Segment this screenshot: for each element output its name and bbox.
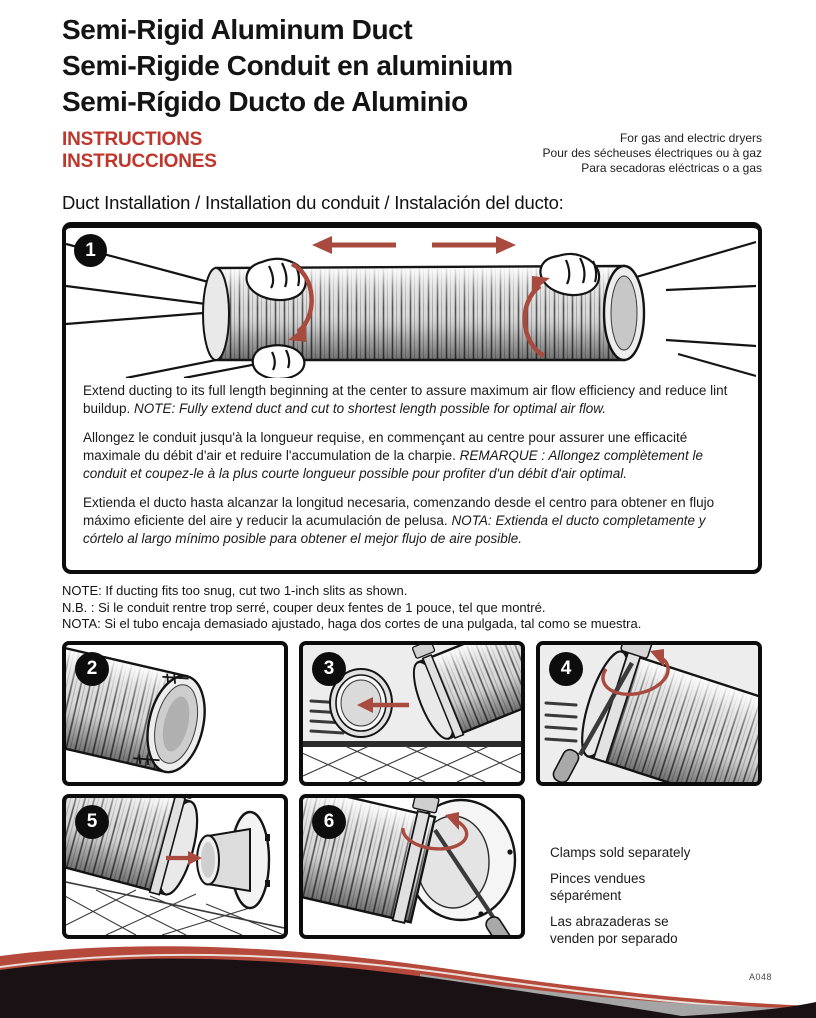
step-1-note-es: NOTA: Extienda el ducto completamente y córtelo al largo mínimo posible para obtener el mejor flujo de aire posible. [83, 513, 706, 546]
instructions-label-block [62, 129, 217, 176]
step-3-badge: 3 [312, 652, 346, 686]
step-1-paragraph-es [83, 494, 741, 548]
panel-row-2 [62, 794, 762, 956]
footer-wave [0, 940, 816, 1018]
page-title-en: Semi-Rigid Aluminum Duct [62, 14, 413, 45]
slit-note-es: NOTA: Si el tubo encaja demasiado ajustado, haga dos cortes de una pulgada, tal como se muestra. [62, 616, 642, 631]
step-5-panel [62, 794, 288, 939]
clamps-note-fr: Pinces vendues séparément [550, 870, 646, 903]
step-1-note-en: NOTE: Fully extend duct and cut to shortest length possible for optimal air flow. [134, 401, 607, 416]
slit-note-en: NOTE: If ducting fits too snug, cut two 1-inch slits as shown. [62, 583, 408, 598]
step-3-panel [299, 641, 525, 786]
step-1-lead-en: Extend ducting to its full length beginning at the center to assure maximum air flow efficiency and reduce lint buildup. [83, 383, 728, 416]
step-1-lead-fr: Allongez le conduit jusqu'à la longueur requise, en commençant au centre pour assurer une efficacité maximale du débit d'air et reduire l'accumulation de la charpie. [83, 430, 688, 463]
applicability-es: Para secadoras eléctricas o a gas [581, 161, 762, 175]
step-1-text [66, 378, 758, 548]
step-2-badge: 2 [75, 652, 109, 686]
step-1-badge: 1 [74, 234, 107, 267]
step-1-illustration [66, 228, 756, 378]
instructions-label-es: INSTRUCCIONES [62, 151, 217, 172]
wall-vent [197, 812, 270, 908]
step-2-panel [62, 641, 288, 786]
footer-wave-graphic [0, 940, 816, 1018]
step-4-panel [536, 641, 762, 786]
page-title-fr: Semi-Rigide Conduit en aluminium [62, 50, 513, 81]
meta-row [62, 129, 762, 176]
step-1-note-fr: REMARQUE : Allongez complètement le conduit et coupez-le à la plus courte longueur possible pour profiter d'un débit d'air optimal. [83, 448, 703, 481]
step-1-paragraph-en [83, 382, 741, 418]
section-heading: Duct Installation / Installation du conduit / Instalación del ducto: [62, 192, 564, 213]
step-6-panel [299, 794, 525, 939]
floor-grid [303, 746, 521, 782]
step-1-panel [62, 222, 762, 574]
clamps-note-block [536, 794, 696, 956]
page-title-es: Semi-Rígido Ducto de Aluminio [62, 86, 468, 117]
instructions-label-en: INSTRUCTIONS [62, 129, 203, 150]
slit-notes [62, 583, 762, 633]
applicability-block [543, 129, 762, 176]
step-1-lead-es: Extienda el ducto hasta alcanzar la longitud necesaria, comenzando desde el centro para obtener en flujo máximo eficiente del aire y reducir la acumulación de pelusa. [83, 495, 715, 528]
panel-row-1 [62, 641, 762, 786]
clamps-note-en: Clamps sold separately [550, 844, 691, 860]
applicability-en: For gas and electric dryers [619, 131, 762, 145]
step-4-badge: 4 [549, 652, 583, 686]
step-6-badge: 6 [312, 805, 346, 839]
clamps-note-es: Las abrazaderas se venden por separado [550, 913, 678, 946]
step-5-badge: 5 [75, 805, 109, 839]
step-1-paragraph-fr [83, 429, 741, 483]
title-block [62, 0, 762, 120]
applicability-fr: Pour des sécheuses électriques ou à gaz [542, 146, 762, 160]
footer-code: A048 [748, 972, 772, 982]
left-right-arrows-icon [312, 236, 516, 254]
slit-note-fr: N.B. : Si le conduit rentre trop serré, couper deux fentes de 1 pouce, tel que montré. [62, 599, 546, 615]
